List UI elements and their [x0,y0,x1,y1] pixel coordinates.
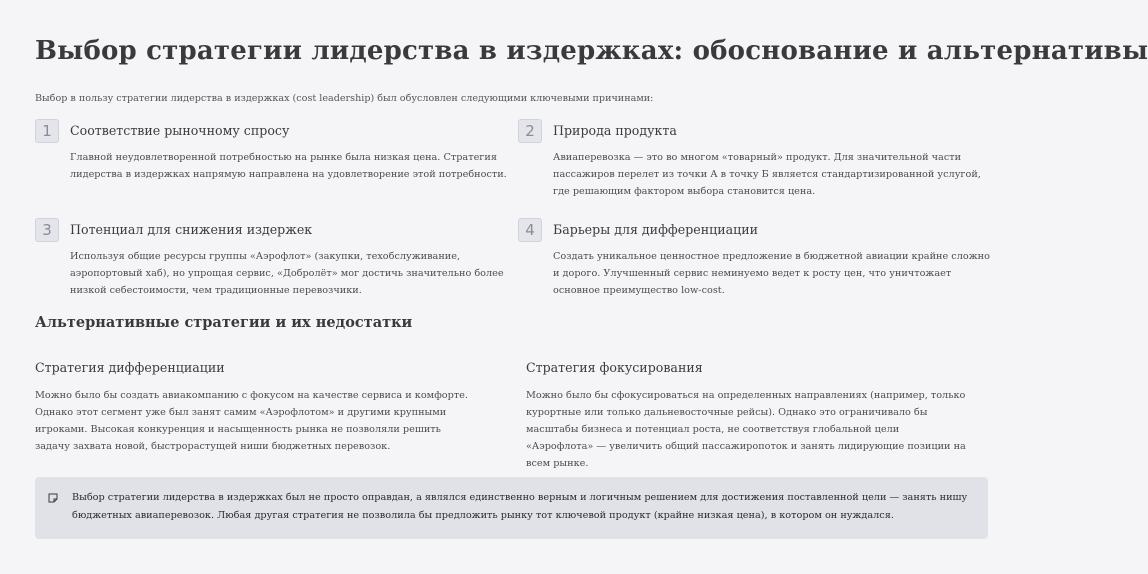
conclusion-text: Выбор стратегии лидерства в издержках был не просто оправдан, а являлся единственно верным и логичным решением для достижения поставленной цели — занять нишу бюджетных авиаперевозок. Любая другая стратегия не позволила бы предложить рынку тот ключевой продукт (крайне низкая цена), в котором он нуждался. [72,492,968,521]
reason-number-badge: 2 [518,119,542,143]
reason-text: Главной неудовлетворенной потребностью на рынке была низкая цена. Стратегия лидерства в издержках напрямую направлена на удовлетворение этой потребности. [70,152,507,180]
intro-text: Выбор в пользу стратегии лидерства в издержках (cost leadership) был обусловлен следующими ключевыми причинами: [35,93,654,104]
alternative-title: Стратегия дифференциации [35,360,225,375]
reason-title: Соответствие рыночному спросу [70,123,290,138]
note-icon [48,493,58,503]
reason-number-badge: 1 [35,119,59,143]
alternative-title: Стратегия фокусирования [526,360,703,375]
conclusion-callout [35,477,988,539]
reason-number-badge: 3 [35,218,59,242]
reason-title: Барьеры для дифференциации [553,222,759,237]
reason-text: Используя общие ресурсы группы «Аэрофлот» (закупки, техобслуживание, аэропортовый хаб), но упрощая сервис, «Добролёт» мог достичь значительно более низкой себестоимости, чем традиционные перевозчики. [70,251,504,296]
page-title: Выбор стратегии лидерства в издержках: обоснование и альтернативы [35,36,1148,66]
alternative-text: Можно было бы создать авиакомпанию с фокусом на качестве сервиса и комфорте. Однако этот сегмент уже был занят самим «Аэрофлотом» и другими крупными игроками. Высокая конкуренция и насыщенность рынка не позволяли решить задачу захвата новой, быстрорастущей ниши бюджетных перевозок. [35,390,468,452]
reason-text: Авиаперевозка — это во многом «товарный» продукт. Для значительной части пассажиров перелет из точки А в точку Б является стандартизированной услугой, где решающим фактором выбора становится цена. [553,152,981,197]
alternative-text: Можно было бы сфокусироваться на определенных направлениях (например, только курортные или только дальневосточные рейсы). Однако это ограничивало бы масштабы бизнеса и потенциал роста, не соответствуя глобальной цели «Аэрофлота» — увеличить общий пассажиропоток и занять лидирующие позиции на всем рынке. [526,390,966,469]
reason-title: Потенциал для снижения издержек [70,222,313,237]
reason-number-badge: 4 [518,218,542,242]
reason-title: Природа продукта [553,123,677,138]
alternatives-heading: Альтернативные стратегии и их недостатки [35,314,413,331]
reason-text: Создать уникальное ценностное предложение в бюджетной авиации крайне сложно и дорого. Улучшенный сервис неминуемо ведет к росту цен, что уничтожает основное преимущество low-cost. [553,251,990,296]
